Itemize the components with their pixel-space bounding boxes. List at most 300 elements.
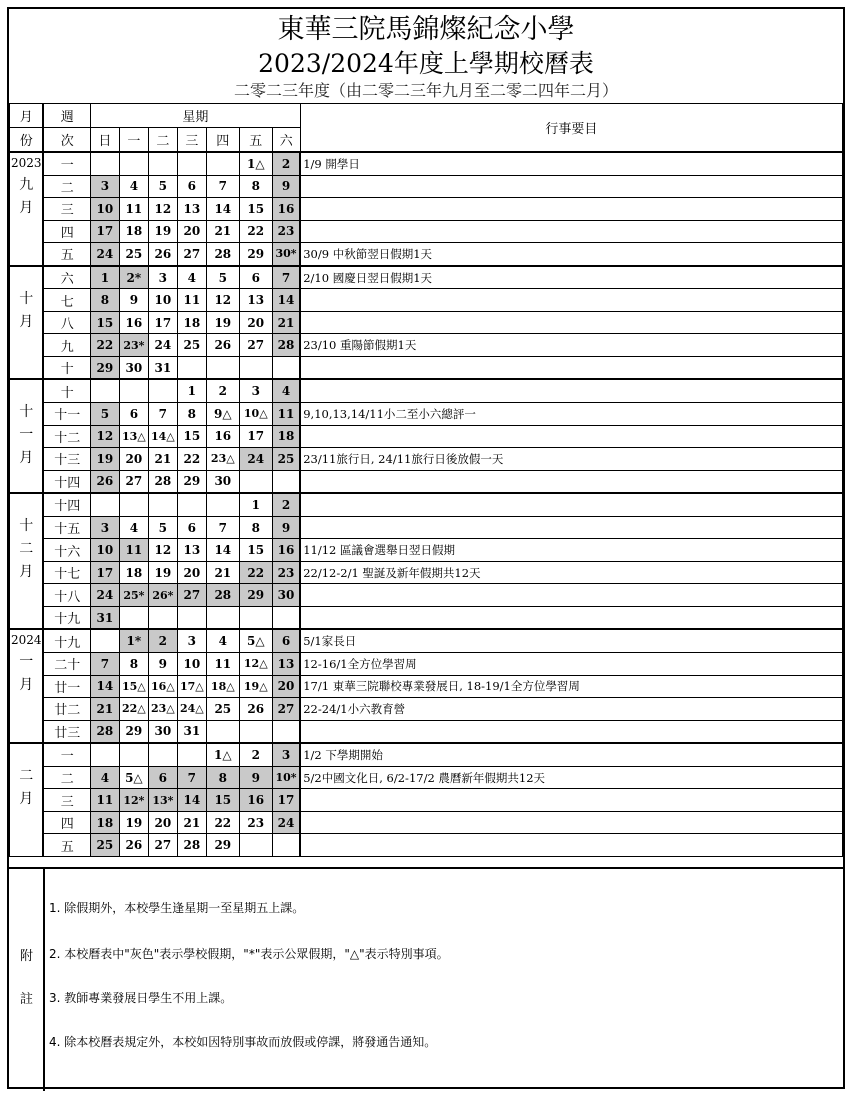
month-header-top: 月 bbox=[10, 104, 44, 128]
day-cell: 14 bbox=[206, 198, 239, 221]
day-cell: 23 bbox=[239, 811, 272, 834]
day-cell bbox=[206, 152, 239, 175]
day-cell: 12 bbox=[90, 425, 119, 448]
day-cell: 10 bbox=[90, 198, 119, 221]
day-cell: 29 bbox=[239, 243, 272, 266]
day-cell: 25 bbox=[177, 334, 206, 357]
year-label: 2023 bbox=[10, 156, 42, 170]
notes-body bbox=[49, 869, 843, 1091]
event-cell bbox=[300, 470, 842, 493]
day-cell: 26 bbox=[148, 243, 177, 266]
week-row bbox=[10, 266, 843, 289]
calendar-subtitle: 二零二三年度（由二零二三年九月至二零二四年二月） bbox=[233, 81, 618, 100]
day-cell: 2* bbox=[119, 266, 148, 289]
week-row bbox=[10, 516, 843, 539]
day-cell: 15 bbox=[239, 198, 272, 221]
day-cell: 19 bbox=[206, 311, 239, 334]
day-cell: 16 bbox=[272, 198, 300, 221]
event-cell: 2/10 國慶日翌日假期1天 bbox=[300, 266, 842, 289]
week-number: 二十 bbox=[43, 653, 90, 676]
day-cell bbox=[239, 356, 272, 379]
week-row bbox=[10, 334, 843, 357]
day-cell: 21 bbox=[90, 698, 119, 721]
notes-section bbox=[9, 867, 843, 1091]
week-number: 十九 bbox=[43, 606, 90, 629]
note-item: 3. 教師專業發展日學生不用上課。 bbox=[49, 991, 233, 1005]
week-number: 四 bbox=[43, 811, 90, 834]
week-row bbox=[10, 561, 843, 584]
day-cell: 24 bbox=[239, 448, 272, 471]
day-cell: 7 bbox=[206, 516, 239, 539]
day-cell: 31 bbox=[148, 356, 177, 379]
day-cell: 10* bbox=[272, 766, 300, 789]
week-number: 十一 bbox=[43, 403, 90, 426]
day-cell: 5△ bbox=[239, 629, 272, 652]
day-cell: 27 bbox=[119, 470, 148, 493]
day-cell: 9 bbox=[148, 653, 177, 676]
day-cell: 29 bbox=[90, 356, 119, 379]
day-cell: 27 bbox=[239, 334, 272, 357]
day-cell: 7 bbox=[177, 766, 206, 789]
day-cell: 8 bbox=[177, 403, 206, 426]
day-cell: 26 bbox=[206, 334, 239, 357]
month-header-bottom: 份 bbox=[10, 128, 44, 153]
day-cell: 27 bbox=[272, 698, 300, 721]
day-cell: 14 bbox=[90, 675, 119, 698]
day-cell bbox=[119, 493, 148, 516]
week-number: 三 bbox=[43, 789, 90, 812]
week-number: 四 bbox=[43, 220, 90, 243]
week-number: 十 bbox=[43, 379, 90, 402]
weekday-header: 一 bbox=[119, 128, 148, 153]
day-cell: 2 bbox=[206, 379, 239, 402]
day-cell: 8 bbox=[206, 766, 239, 789]
day-cell: 2 bbox=[148, 629, 177, 652]
week-number: 九 bbox=[43, 334, 90, 357]
event-cell: 1/2 下學期開始 bbox=[300, 743, 842, 766]
event-cell bbox=[300, 789, 842, 812]
week-row bbox=[10, 311, 843, 334]
week-header-bottom: 次 bbox=[43, 128, 90, 153]
day-cell: 7 bbox=[90, 653, 119, 676]
day-cell: 6 bbox=[272, 629, 300, 652]
day-cell: 30 bbox=[119, 356, 148, 379]
day-cell: 16 bbox=[239, 789, 272, 812]
day-cell: 30 bbox=[272, 584, 300, 607]
day-cell: 13 bbox=[177, 198, 206, 221]
week-number: 廿三 bbox=[43, 720, 90, 743]
week-row bbox=[10, 425, 843, 448]
week-number: 六 bbox=[43, 266, 90, 289]
week-number: 廿一 bbox=[43, 675, 90, 698]
day-cell: 11 bbox=[177, 289, 206, 312]
day-cell: 28 bbox=[206, 243, 239, 266]
day-cell: 9 bbox=[239, 766, 272, 789]
day-cell: 13 bbox=[177, 539, 206, 562]
day-cell: 18 bbox=[177, 311, 206, 334]
day-cell: 11 bbox=[119, 198, 148, 221]
event-cell: 5/2中國文化日, 6/2-17/2 農曆新年假期共12天 bbox=[300, 766, 842, 789]
event-cell bbox=[300, 606, 842, 629]
day-cell: 5△ bbox=[119, 766, 148, 789]
day-cell: 8 bbox=[239, 175, 272, 198]
day-cell: 1* bbox=[119, 629, 148, 652]
event-cell bbox=[300, 289, 842, 312]
month-name-char: 月 bbox=[19, 450, 34, 467]
day-cell: 26 bbox=[90, 470, 119, 493]
day-cell: 11 bbox=[119, 539, 148, 562]
day-cell: 14 bbox=[272, 289, 300, 312]
month-cell bbox=[10, 152, 44, 266]
day-cell: 19 bbox=[148, 220, 177, 243]
week-row bbox=[10, 493, 843, 516]
notes-label-char-1: 附 bbox=[20, 949, 34, 964]
day-cell: 27 bbox=[177, 584, 206, 607]
day-cell bbox=[148, 152, 177, 175]
day-cell: 6 bbox=[239, 266, 272, 289]
day-cell bbox=[148, 379, 177, 402]
event-cell bbox=[300, 379, 842, 402]
week-row bbox=[10, 743, 843, 766]
week-number: 七 bbox=[43, 289, 90, 312]
day-cell bbox=[119, 606, 148, 629]
day-cell: 14 bbox=[206, 539, 239, 562]
day-cell: 30* bbox=[272, 243, 300, 266]
day-cell: 12 bbox=[148, 539, 177, 562]
week-number: 十四 bbox=[43, 470, 90, 493]
week-number: 十六 bbox=[43, 539, 90, 562]
week-row bbox=[10, 539, 843, 562]
day-cell: 11 bbox=[90, 789, 119, 812]
month-name-char: 十 bbox=[19, 404, 34, 421]
day-cell bbox=[272, 606, 300, 629]
week-row bbox=[10, 606, 843, 629]
event-cell bbox=[300, 811, 842, 834]
day-cell bbox=[177, 152, 206, 175]
week-row bbox=[10, 289, 843, 312]
week-row bbox=[10, 220, 843, 243]
day-cell: 4 bbox=[177, 266, 206, 289]
week-number: 廿二 bbox=[43, 698, 90, 721]
week-number: 二 bbox=[43, 766, 90, 789]
day-cell: 24 bbox=[90, 243, 119, 266]
day-cell: 6 bbox=[177, 516, 206, 539]
event-cell bbox=[300, 425, 842, 448]
day-cell: 19 bbox=[90, 448, 119, 471]
week-row bbox=[10, 766, 843, 789]
day-cell bbox=[177, 743, 206, 766]
day-cell: 3 bbox=[148, 266, 177, 289]
day-cell: 1 bbox=[177, 379, 206, 402]
day-cell: 5 bbox=[206, 266, 239, 289]
day-cell: 2 bbox=[272, 152, 300, 175]
week-number: 十七 bbox=[43, 561, 90, 584]
day-cell: 22 bbox=[206, 811, 239, 834]
day-cell: 23* bbox=[119, 334, 148, 357]
day-cell: 4 bbox=[119, 175, 148, 198]
week-row bbox=[10, 243, 843, 266]
day-cell: 1△ bbox=[206, 743, 239, 766]
notes-label-char-2: 註 bbox=[20, 992, 34, 1007]
day-cell: 29 bbox=[177, 470, 206, 493]
day-cell: 28 bbox=[90, 720, 119, 743]
day-cell: 18 bbox=[272, 425, 300, 448]
event-cell bbox=[300, 584, 842, 607]
day-cell: 5 bbox=[148, 516, 177, 539]
weekday-header: 五 bbox=[239, 128, 272, 153]
weekday-header: 日 bbox=[90, 128, 119, 153]
day-cell: 3 bbox=[239, 379, 272, 402]
day-cell: 2 bbox=[239, 743, 272, 766]
day-cell: 1 bbox=[239, 493, 272, 516]
day-cell: 3 bbox=[272, 743, 300, 766]
day-cell: 23 bbox=[272, 220, 300, 243]
event-cell bbox=[300, 834, 842, 857]
day-cell bbox=[239, 470, 272, 493]
day-cell bbox=[148, 743, 177, 766]
week-number: 五 bbox=[43, 834, 90, 857]
day-cell: 25 bbox=[119, 243, 148, 266]
day-cell: 28 bbox=[272, 334, 300, 357]
day-cell: 16 bbox=[272, 539, 300, 562]
day-cell: 11 bbox=[272, 403, 300, 426]
note-item: 2. 本校曆表中"灰色"表示學校假期，"*"表示公眾假期，"△"表示特別事項。 bbox=[49, 947, 449, 961]
event-cell bbox=[300, 198, 842, 221]
day-cell: 29 bbox=[119, 720, 148, 743]
day-cell: 1 bbox=[90, 266, 119, 289]
event-cell bbox=[300, 356, 842, 379]
day-cell: 19 bbox=[148, 561, 177, 584]
week-number: 十九 bbox=[43, 629, 90, 652]
week-number: 十三 bbox=[43, 448, 90, 471]
day-cell: 27 bbox=[177, 243, 206, 266]
day-cell: 26* bbox=[148, 584, 177, 607]
month-name-char: 二 bbox=[19, 541, 34, 558]
day-cell bbox=[239, 834, 272, 857]
day-cell: 21 bbox=[177, 811, 206, 834]
weekday-group-header: 星期 bbox=[90, 104, 300, 128]
year-label: 2024 bbox=[10, 633, 42, 648]
week-header-top: 週 bbox=[43, 104, 90, 128]
day-cell bbox=[206, 356, 239, 379]
day-cell: 30 bbox=[148, 720, 177, 743]
day-cell: 11 bbox=[206, 653, 239, 676]
day-cell: 31 bbox=[177, 720, 206, 743]
day-cell: 13* bbox=[148, 789, 177, 812]
day-cell: 8 bbox=[239, 516, 272, 539]
day-cell: 10 bbox=[177, 653, 206, 676]
day-cell: 21 bbox=[206, 220, 239, 243]
calendar-title: 2023/2024年度上學期校曆表 bbox=[258, 49, 594, 78]
day-cell: 25 bbox=[90, 834, 119, 857]
day-cell: 1△ bbox=[239, 152, 272, 175]
day-cell: 17 bbox=[148, 311, 177, 334]
day-cell: 3 bbox=[90, 175, 119, 198]
weekday-header: 六 bbox=[272, 128, 300, 153]
day-cell: 2 bbox=[272, 493, 300, 516]
day-cell: 17 bbox=[272, 789, 300, 812]
week-number: 一 bbox=[43, 152, 90, 175]
week-row bbox=[10, 653, 843, 676]
day-cell: 6 bbox=[148, 766, 177, 789]
school-name: 東華三院馬錦燦紀念小學 bbox=[277, 14, 575, 45]
day-cell: 25 bbox=[272, 448, 300, 471]
month-name-char: 月 bbox=[19, 677, 34, 694]
week-number: 十五 bbox=[43, 516, 90, 539]
day-cell: 20 bbox=[119, 448, 148, 471]
day-cell: 20 bbox=[177, 220, 206, 243]
week-row bbox=[10, 629, 843, 652]
calendar-table bbox=[9, 103, 843, 857]
event-cell: 17/1 東華三院聯校專業發展日, 18-19/1全方位學習周 bbox=[300, 675, 842, 698]
week-row bbox=[10, 789, 843, 812]
day-cell: 17 bbox=[90, 220, 119, 243]
day-cell bbox=[206, 606, 239, 629]
month-name-char: 一 bbox=[19, 427, 34, 444]
weekday-header: 四 bbox=[206, 128, 239, 153]
day-cell: 9 bbox=[272, 516, 300, 539]
day-cell: 17 bbox=[239, 425, 272, 448]
day-cell: 26 bbox=[119, 834, 148, 857]
month-name-char: 月 bbox=[19, 200, 34, 216]
day-cell: 22 bbox=[239, 220, 272, 243]
day-cell: 24 bbox=[90, 584, 119, 607]
week-row bbox=[10, 698, 843, 721]
day-cell bbox=[272, 470, 300, 493]
day-cell: 7 bbox=[272, 266, 300, 289]
month-name-char: 月 bbox=[19, 564, 34, 581]
note-item: 1. 除假期外，本校學生逢星期一至星期五上課。 bbox=[49, 901, 305, 915]
month-name-char: 十 bbox=[19, 518, 34, 535]
week-number: 三 bbox=[43, 198, 90, 221]
day-cell: 22 bbox=[239, 561, 272, 584]
day-cell bbox=[272, 720, 300, 743]
day-cell bbox=[90, 629, 119, 652]
day-cell: 15 bbox=[206, 789, 239, 812]
day-cell bbox=[148, 493, 177, 516]
day-cell bbox=[206, 493, 239, 516]
week-row bbox=[10, 175, 843, 198]
day-cell: 28 bbox=[177, 834, 206, 857]
month-cell bbox=[10, 743, 44, 856]
event-cell bbox=[300, 311, 842, 334]
day-cell: 6 bbox=[119, 403, 148, 426]
event-cell: 1/9 開學日 bbox=[300, 152, 842, 175]
day-cell: 23△ bbox=[206, 448, 239, 471]
day-cell: 12△ bbox=[239, 653, 272, 676]
week-row bbox=[10, 584, 843, 607]
week-row bbox=[10, 152, 843, 175]
day-cell: 18 bbox=[119, 220, 148, 243]
day-cell bbox=[119, 379, 148, 402]
day-cell: 24△ bbox=[177, 698, 206, 721]
week-number: 二 bbox=[43, 175, 90, 198]
day-cell: 15 bbox=[90, 311, 119, 334]
event-cell: 9,10,13,14/11小二至小六總評一 bbox=[300, 403, 842, 426]
day-cell: 25* bbox=[119, 584, 148, 607]
week-number: 一 bbox=[43, 743, 90, 766]
day-cell: 5 bbox=[90, 403, 119, 426]
day-cell: 20 bbox=[177, 561, 206, 584]
day-cell: 4 bbox=[90, 766, 119, 789]
day-cell: 27 bbox=[148, 834, 177, 857]
day-cell: 4 bbox=[206, 629, 239, 652]
event-cell: 22/12-2/1 聖誕及新年假期共12天 bbox=[300, 561, 842, 584]
day-cell: 17△ bbox=[177, 675, 206, 698]
day-cell: 15 bbox=[177, 425, 206, 448]
day-cell: 24 bbox=[272, 811, 300, 834]
weekday-header: 二 bbox=[148, 128, 177, 153]
day-cell: 18 bbox=[90, 811, 119, 834]
day-cell bbox=[90, 152, 119, 175]
day-cell bbox=[239, 720, 272, 743]
day-cell: 5 bbox=[148, 175, 177, 198]
day-cell: 14△ bbox=[148, 425, 177, 448]
day-cell: 15 bbox=[239, 539, 272, 562]
event-cell: 23/10 重陽節假期1天 bbox=[300, 334, 842, 357]
day-cell: 13 bbox=[239, 289, 272, 312]
day-cell bbox=[177, 356, 206, 379]
day-cell: 23 bbox=[272, 561, 300, 584]
day-cell: 9△ bbox=[206, 403, 239, 426]
day-cell: 15△ bbox=[119, 675, 148, 698]
day-cell: 20 bbox=[148, 811, 177, 834]
month-cell bbox=[10, 379, 44, 493]
day-cell: 10 bbox=[148, 289, 177, 312]
day-cell: 12 bbox=[206, 289, 239, 312]
week-row bbox=[10, 720, 843, 743]
day-cell: 20 bbox=[272, 675, 300, 698]
day-cell: 8 bbox=[90, 289, 119, 312]
day-cell: 12* bbox=[119, 789, 148, 812]
event-cell bbox=[300, 493, 842, 516]
day-cell: 17 bbox=[90, 561, 119, 584]
event-cell: 12-16/1全方位學習周 bbox=[300, 653, 842, 676]
day-cell bbox=[119, 152, 148, 175]
weekday-header: 三 bbox=[177, 128, 206, 153]
day-cell: 21 bbox=[272, 311, 300, 334]
day-cell bbox=[90, 379, 119, 402]
day-cell: 10 bbox=[90, 539, 119, 562]
day-cell: 16 bbox=[206, 425, 239, 448]
week-row bbox=[10, 811, 843, 834]
day-cell: 21 bbox=[206, 561, 239, 584]
day-cell: 12 bbox=[148, 198, 177, 221]
event-cell bbox=[300, 175, 842, 198]
day-cell bbox=[90, 493, 119, 516]
day-cell: 26 bbox=[239, 698, 272, 721]
day-cell: 13 bbox=[272, 653, 300, 676]
week-row bbox=[10, 834, 843, 857]
week-number: 五 bbox=[43, 243, 90, 266]
day-cell: 25 bbox=[206, 698, 239, 721]
week-number: 十八 bbox=[43, 584, 90, 607]
day-cell: 29 bbox=[239, 584, 272, 607]
week-row bbox=[10, 448, 843, 471]
day-cell bbox=[177, 493, 206, 516]
day-cell: 19 bbox=[119, 811, 148, 834]
day-cell: 10△ bbox=[239, 403, 272, 426]
day-cell: 18△ bbox=[206, 675, 239, 698]
day-cell: 4 bbox=[119, 516, 148, 539]
month-name-char: 一 bbox=[19, 654, 34, 671]
event-cell: 5/1家長日 bbox=[300, 629, 842, 652]
event-cell bbox=[300, 720, 842, 743]
month-name-char: 十 bbox=[19, 290, 34, 307]
week-row bbox=[10, 403, 843, 426]
day-cell: 9 bbox=[272, 175, 300, 198]
day-cell: 22 bbox=[177, 448, 206, 471]
